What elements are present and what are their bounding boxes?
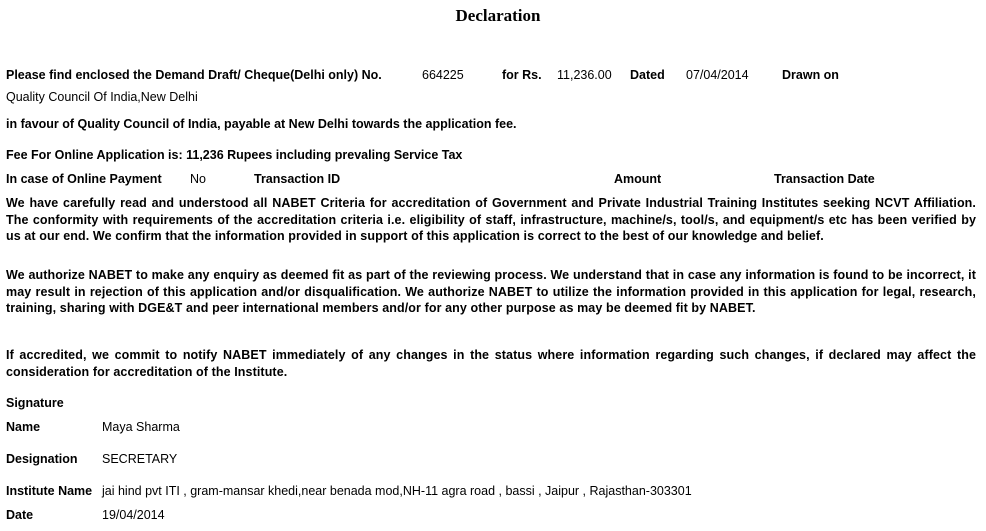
- transaction-date-label: Transaction Date: [774, 172, 875, 186]
- name-value: Maya Sharma: [102, 420, 180, 434]
- dd-number: 664225: [422, 68, 464, 82]
- favour-text: in favour of Quality Council of India, payable at New Delhi towards the application fee.: [6, 117, 517, 131]
- enclosed-label: Please find enclosed the Demand Draft/ Cheque(Delhi only) No.: [6, 68, 382, 82]
- amount-label: Amount: [614, 172, 662, 186]
- transaction-id-label: Transaction ID: [254, 172, 341, 186]
- date-label: Date: [6, 508, 34, 522]
- designation-value: SECRETARY: [102, 452, 178, 466]
- date-value: 19/04/2014: [102, 508, 165, 522]
- page-title: Declaration: [455, 6, 541, 25]
- designation-label: Designation: [6, 452, 78, 466]
- signature-label: Signature: [6, 396, 64, 410]
- institute-label: Institute Name: [6, 484, 93, 498]
- amount-value: 11,236.00: [557, 68, 612, 82]
- fee-text: Fee For Online Application is: 11,236 Rupees including prevaling Service Tax: [6, 148, 463, 162]
- drawn-on-value: Quality Council Of India,New Delhi: [6, 90, 198, 104]
- for-rs-label: for Rs.: [502, 68, 542, 82]
- drawn-on-label: Drawn on: [782, 68, 839, 82]
- online-payment-label: In case of Online Payment: [6, 172, 162, 186]
- name-label: Name: [6, 420, 41, 434]
- online-payment-value: No: [190, 172, 206, 186]
- dated-label: Dated: [630, 68, 665, 82]
- declaration-paragraph-criteria: We have carefully read and understood all NABET Criteria for accreditation of Government and Private Industrial Training Institutes seeking NCVT Affiliation. The conformity with requirements of the accreditation criteria i.e. eligibility of staff, infrastructure, machine/s, tool/s, and equipment/s etc has been verified by us at our end. We confirm that the information provided in support of this application is correct to the best of our knowledge and belief.: [6, 196, 976, 243]
- dated-value: 07/04/2014: [686, 68, 749, 82]
- institute-value: jai hind pvt ITI , gram-mansar khedi,near benada mod,NH-11 agra road , bassi , Jaipur , Rajasthan-303301: [102, 484, 692, 498]
- declaration-paragraph-accredited: If accredited, we commit to notify NABET immediately of any changes in the status where information regarding such changes, if declared may affect the consideration for accreditation of the Institute.: [6, 348, 976, 379]
- declaration-paragraph-authorize: We authorize NABET to make any enquiry as deemed fit as part of the reviewing process. We understand that in case any information is found to be incorrect, it may result in rejection of this application and/or disqualification. We authorize NABET to utilize the information provided in this application for legal, research, training, sharing with DGE&T and peer international members and/or for any other purpose as may be deemed fit by NABET.: [6, 268, 976, 315]
